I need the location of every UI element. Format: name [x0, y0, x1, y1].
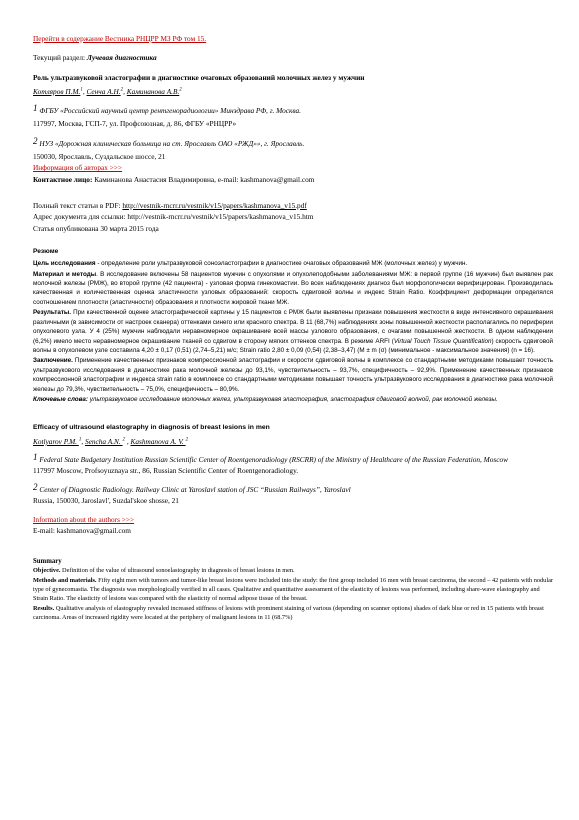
affiliation-en-1-name: Federal State Budgetary Institution Russian Scientific Center of Roentgenoradiology (RSCRR) of the Ministry of Healthcare of the Russian Federation, Moscow — [39, 455, 509, 465]
reference-address: Адрес документа для ссылки: http://vestnik-rncrr.ru/vestnik/v15/papers/kashmanova_v15.htm — [33, 212, 314, 222]
conclusion-paragraph — [33, 356, 553, 394]
objective-label: Objective. — [33, 567, 61, 575]
author-ru-2[interactable]: Сенча А.Н. — [86, 86, 121, 96]
aim-text: - определение роли ультразвуковой соноэластографии в диагностике очаговых образований МЖ (молочных желез) у мужчин. — [95, 260, 468, 268]
current-section — [33, 53, 553, 63]
section-prefix: Текущий раздел: — [33, 53, 87, 63]
authors-ru: Котляров П.М.$^1$, Сенча А.Н.$^2$, Каминанова А.В.$^2$ — [33, 86, 182, 96]
pdf-prefix: Полный текст статьи в PDF: — [33, 200, 123, 210]
affiliation-en-1 — [33, 452, 553, 465]
affiliation-ru-2-address: 150030, Ярославль, Суздальское шоссе, 21 — [33, 152, 166, 162]
affiliation-ru-1-name: ФГБУ «Российский научный центр рентгенорадиологии» Минздрава РФ, г. Москва. — [39, 106, 301, 116]
summary-heading-ru: Резюме — [33, 247, 59, 255]
author-ru-3-sup: 2 — [179, 87, 182, 93]
author-ru-1[interactable]: Котляров П.М. — [33, 86, 81, 96]
affiliation-ru-2-number: 2 — [33, 135, 38, 146]
results-italic-ru: Virtual Touch Tissue Quantification — [393, 337, 492, 345]
affiliation-ru-1-address: 117997, Москва, ГСП-7, ул. Профсоюзная, д. 86, ФГБУ «РНЦРР» — [33, 119, 237, 129]
conclusion-text: Применение качественных признаков компрессионной эластографии и скорости сдвиговой волны в комплексе со стандартными методиками повышает точность ультразвукового исследования в диагностике рака молочной железы до 93,1%, чувствительность – 93,7%, специфичность – 92,9%. Применение качественных признаков компрессионной эластографии и индекса strain ratio в комплексе со стандартными методиками повышает точность ультразвукового исследования в диагностике рака молочной железы до 79,3%, чувствительность – 75,0%, специфичность – 80,9%. — [33, 357, 553, 393]
pdf-line — [33, 201, 553, 211]
contact-value: Каминанова Анастасия Владимировна, e-mail: kashmanova@gmail.com — [94, 174, 315, 184]
affiliation-en-2-address: Russia, 150030, Jaroslavl', Suzdal'skoe shosse, 21 — [33, 495, 179, 505]
results-label-en: Results. — [33, 604, 55, 612]
author-en-3-sup: 2 — [185, 437, 189, 443]
keywords-paragraph — [33, 395, 553, 404]
affiliation-en-1-number: 1 — [33, 452, 38, 463]
contact-person — [33, 175, 553, 185]
keywords-text: ультразвуковое исследование молочных желез, ультразвуковая эластография, эластография сдвиговой волной, рак молочной железы. — [87, 395, 498, 403]
article-title-en: Efficacy of ultrasound elastography in diagnosis of breast lesions in men — [33, 424, 270, 432]
conclusion-label: Заключение. — [33, 357, 73, 365]
author-en-2-sup: 2 — [122, 437, 126, 443]
section-name: Лучевая диагностика — [86, 53, 157, 63]
contact-label: Контактное лицо: — [33, 174, 93, 184]
results-text-en: Qualitative analysis of elastography revealed increased stiffness of lesions with prominent staining of various (depending on scanner options) shades of dark blue or red in 15 patients with breast carcinoma. Areas of increased rigidity were located at the periphery of malignant lesions in 11 (68.7%) — [33, 604, 544, 622]
aim-paragraph — [33, 259, 553, 268]
author-ru-1-sup: 1 — [80, 87, 83, 93]
author-ru-3[interactable]: Каминанова А.В. — [126, 86, 180, 96]
methods-paragraph-ru — [33, 270, 553, 308]
author-en-3[interactable]: Kashmanova A. V. — [130, 436, 186, 446]
back-to-contents-link[interactable]: Перейти в содержание Вестника РНЦРР МЗ РФ том 15. — [33, 34, 207, 43]
summary-heading-en: Summary — [33, 557, 62, 565]
authors-en: Kotlyarov P.M. $^1$, Sencha A.N. $^2$ , Kashmanova A. V. $^2$ — [33, 436, 189, 446]
keywords-label: Ключевые слова: — [33, 395, 88, 403]
objective-paragraph — [33, 566, 553, 575]
affiliation-en-2-name: Center of Diagnostic Radiology. Railway Clinic at Yaroslavl station of JSC “Russian Railways”, Yaroslavl — [39, 484, 351, 494]
results-paragraph-ru — [33, 308, 553, 355]
objective-text: Definition of the value of ultrasound sonoelastography in diagnosis of breast lesions in men. — [60, 567, 295, 575]
authors-info-link-en[interactable]: Information about the authors >>> — [33, 515, 135, 525]
methods-label-ru: Материал и методы — [33, 270, 97, 278]
author-en-1-sup: 1 — [78, 437, 82, 443]
affiliation-en-2-number: 2 — [33, 481, 38, 492]
affiliation-en-2 — [33, 482, 553, 495]
affiliation-en-1-address: 117997 Moscow, Profsoyuznaya str., 86, Russian Scientific Center of Roentgenoradiology. — [33, 466, 299, 476]
authors-info-link-ru[interactable]: Информация об авторах >>> — [33, 163, 123, 173]
methods-text-en: Fifty eight men with tumors and tumor-like breast lesions were included into the study: the first group included 16 men with breast carcinoma, the second – 42 patients with nodular type of gynecomastia. The diagnosis was morphologically verified in all cases. Qualitative and quantitative assessment of the elasticity of lesions was performed, including share-wave elastography and Strain Ratio. The elasticity of lesions was compared with the elasticity of normal adipose tissue of the breast. — [33, 576, 553, 603]
affiliation-ru-1 — [33, 103, 553, 116]
article-title-ru: Роль ультразвуковой эластографии в диагностике очаговых образований молочных желез у мужчин — [33, 72, 365, 82]
affiliation-ru-2-name: НУЗ «Дорожная клиническая больница на ст. Ярославль ОАО «РЖД»», г. Ярославль. — [39, 138, 305, 148]
aim-label: Цель исследования — [33, 260, 96, 268]
affiliation-ru-2 — [33, 136, 553, 149]
results-label-ru: Результаты. — [33, 309, 72, 317]
author-en-1[interactable]: Kotlyarov P.M. — [33, 436, 79, 446]
publication-date: Статья опубликована 30 марта 2015 года — [33, 223, 159, 233]
methods-paragraph-en — [33, 576, 553, 604]
pdf-link[interactable]: http://vestnik-rncrr.ru/vestnik/v15/papers/kashmanova_v15.pdf — [122, 200, 307, 210]
results-text-ru-a: При качественной оценке эластографической картины у 15 пациентов с РМЖ были выявлены признаки повышения жесткости в виде интенсивного окрашивания различными (в зависимости от настроек сканера) оттенками синего или красного спектра. В 11 (68,7%) наблюдениях зоны повышенной жесткости располагались по периферии опухолевого узла. У 4 (25%) мужчин наблюдали неравномерное окрашивание всей массы узлового образования, с очагами повышенной жесткости. В одном наблюдении (6,2%) имело место неравномерное окрашивание тканей со сдвигом в сторону мягких оттенков спектра. В режиме ARFI ( — [33, 309, 553, 345]
author-en-2[interactable]: Sencha A.N. — [84, 436, 123, 446]
methods-text-ru: . В исследование включены 58 пациентов мужчин с опухолями и опухолеподобными заболеваниями МЖ: в первой группе (16 мужчин) был выявлен рак молочной железы (РМЖ), во второй группе (42 пациента) - узловая форма гинекомастии. Во всех наблюдениях диагноз был морфологически верифицирован. Производилась качественная и количественная оценка эластичности узловых образований: скорость сдвиговой волны и индекс Strain Ratio. Коэффициент деформации определялся соотношением плотности (эластичности) образования и плотности жировой ткани МЖ. — [33, 270, 553, 306]
methods-label-en: Methods and materials. — [33, 576, 97, 584]
results-paragraph-en — [33, 604, 553, 623]
email-en: E-mail: kashmanova@gmail.com — [33, 525, 131, 535]
affiliation-ru-1-number: 1 — [33, 103, 38, 114]
author-ru-2-sup: 2 — [120, 87, 124, 93]
results-text-ru-b: ) скорость сдвиговой волны в опухолевом узле составила 4,20 ± 0,17 (0,51) (2,74–5,21) м/с; Strain ratio 2,80 ± 0,09 (0,54) (2,38–3,47) (M ± m (σ) (минимальное - максимальное значения) (n = 16). — [33, 337, 553, 354]
